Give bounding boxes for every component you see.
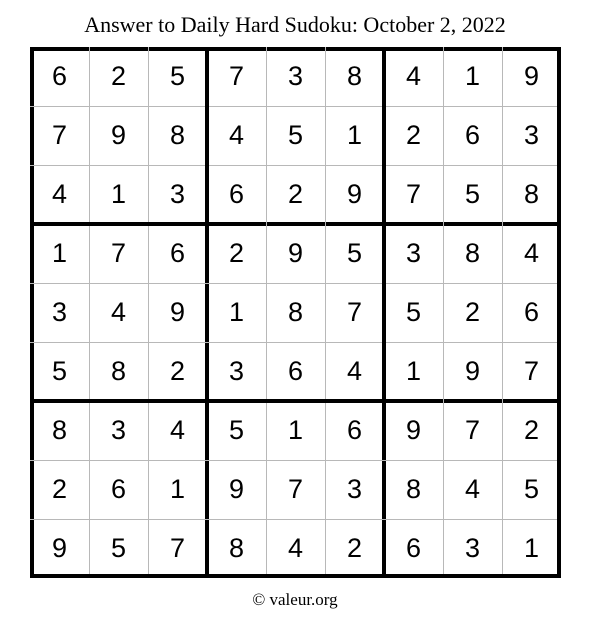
cell-divider-vertical [266, 47, 267, 578]
box-border-horizontal [30, 399, 561, 403]
sudoku-cell-r8c6: 3 [346, 474, 363, 504]
sudoku-cell-r6c4: 3 [228, 356, 245, 386]
sudoku-cell-r7c8: 7 [464, 415, 481, 445]
sudoku-cell-r3c1: 4 [51, 179, 68, 209]
sudoku-cell-r1c8: 1 [464, 61, 481, 91]
sudoku-cell-r4c6: 5 [346, 238, 363, 268]
sudoku-cell-r7c4: 5 [228, 415, 245, 445]
sudoku-cell-r9c3: 7 [169, 533, 186, 563]
sudoku-cell-r1c2: 2 [110, 61, 127, 91]
sudoku-cell-r8c3: 1 [169, 474, 186, 504]
sudoku-cell-r5c2: 4 [110, 297, 127, 327]
box-border-vertical [205, 47, 209, 578]
sudoku-cell-r9c4: 8 [228, 533, 245, 563]
sudoku-cell-r5c6: 7 [346, 297, 363, 327]
box-border-vertical [30, 47, 34, 578]
sudoku-cell-r3c8: 5 [464, 179, 481, 209]
sudoku-cell-r1c4: 7 [228, 61, 245, 91]
sudoku-cell-r8c7: 8 [405, 474, 422, 504]
box-border-vertical [382, 47, 386, 578]
sudoku-cell-r2c1: 7 [51, 120, 68, 150]
cell-divider-horizontal [30, 165, 561, 166]
sudoku-cell-r4c1: 1 [51, 238, 68, 268]
cell-divider-vertical [325, 47, 326, 578]
page-title: Answer to Daily Hard Sudoku: October 2, 2022 [84, 12, 506, 37]
sudoku-cell-r5c9: 6 [523, 297, 540, 327]
cell-divider-vertical [502, 47, 503, 578]
sudoku-cell-r2c8: 6 [464, 120, 481, 150]
sudoku-cell-r5c5: 8 [287, 297, 304, 327]
sudoku-cell-r4c8: 8 [464, 238, 481, 268]
sudoku-board [30, 47, 561, 578]
sudoku-cell-r3c4: 6 [228, 179, 245, 209]
sudoku-cell-r3c9: 8 [523, 179, 540, 209]
sudoku-cell-r9c5: 4 [287, 533, 304, 563]
sudoku-cell-r9c8: 3 [464, 533, 481, 563]
cell-divider-vertical [443, 47, 444, 578]
sudoku-cell-r1c7: 4 [405, 61, 422, 91]
sudoku-cell-r3c5: 2 [287, 179, 304, 209]
box-border-horizontal [30, 47, 561, 51]
box-border-horizontal [30, 222, 561, 226]
sudoku-cell-r6c3: 2 [169, 356, 186, 386]
sudoku-cell-r2c4: 4 [228, 120, 245, 150]
box-border-vertical [557, 47, 561, 578]
sudoku-cell-r1c5: 3 [287, 61, 304, 91]
cell-divider-horizontal [30, 106, 561, 107]
sudoku-cell-r9c1: 9 [51, 533, 68, 563]
sudoku-cell-r2c7: 2 [405, 120, 422, 150]
sudoku-cell-r2c3: 8 [169, 120, 186, 150]
cell-divider-vertical [89, 47, 90, 578]
cell-divider-horizontal [30, 519, 561, 520]
box-border-horizontal [30, 574, 561, 578]
sudoku-cell-r4c2: 7 [110, 238, 127, 268]
sudoku-cell-r8c1: 2 [51, 474, 68, 504]
sudoku-cell-r6c6: 4 [346, 356, 363, 386]
sudoku-cell-r1c3: 5 [169, 61, 186, 91]
sudoku-cell-r7c2: 3 [110, 415, 127, 445]
sudoku-cell-r7c5: 1 [287, 415, 304, 445]
sudoku-cell-r8c9: 5 [523, 474, 540, 504]
cell-divider-horizontal [30, 460, 561, 461]
sudoku-cell-r6c7: 1 [405, 356, 422, 386]
sudoku-cell-r3c2: 1 [110, 179, 127, 209]
cell-divider-horizontal [30, 283, 561, 284]
sudoku-cell-r4c4: 2 [228, 238, 245, 268]
sudoku-cell-r5c1: 3 [51, 297, 68, 327]
sudoku-cell-r5c3: 9 [169, 297, 186, 327]
sudoku-cell-r9c7: 6 [405, 533, 422, 563]
sudoku-cell-r4c9: 4 [523, 238, 540, 268]
sudoku-cell-r2c9: 3 [523, 120, 540, 150]
sudoku-cell-r4c3: 6 [169, 238, 186, 268]
sudoku-cell-r8c4: 9 [228, 474, 245, 504]
sudoku-cell-r6c2: 8 [110, 356, 127, 386]
sudoku-cell-r8c5: 7 [287, 474, 304, 504]
sudoku-cell-r2c5: 5 [287, 120, 304, 150]
sudoku-cell-r9c6: 2 [346, 533, 363, 563]
cell-divider-vertical [148, 47, 149, 578]
sudoku-cell-r2c2: 9 [110, 120, 127, 150]
copyright-footer: © valeur.org [252, 590, 338, 609]
sudoku-cell-r4c5: 9 [287, 238, 304, 268]
sudoku-cell-r6c8: 9 [464, 356, 481, 386]
sudoku-cell-r7c7: 9 [405, 415, 422, 445]
sudoku-cell-r9c2: 5 [110, 533, 127, 563]
sudoku-cell-r7c1: 8 [51, 415, 68, 445]
sudoku-cell-r5c8: 2 [464, 297, 481, 327]
sudoku-cell-r4c7: 3 [405, 238, 422, 268]
sudoku-cell-r1c1: 6 [51, 61, 68, 91]
sudoku-cell-r1c6: 8 [346, 61, 363, 91]
sudoku-cell-r3c7: 7 [405, 179, 422, 209]
sudoku-cell-r1c9: 9 [523, 61, 540, 91]
sudoku-cell-r9c9: 1 [523, 533, 540, 563]
sudoku-cell-r8c2: 6 [110, 474, 127, 504]
sudoku-cell-r7c6: 6 [346, 415, 363, 445]
sudoku-cell-r6c1: 5 [51, 356, 68, 386]
cell-divider-horizontal [30, 342, 561, 343]
sudoku-cell-r6c9: 7 [523, 356, 540, 386]
sudoku-cell-r7c3: 4 [169, 415, 186, 445]
sudoku-cell-r5c7: 5 [405, 297, 422, 327]
sudoku-cell-r8c8: 4 [464, 474, 481, 504]
sudoku-cell-r3c6: 9 [346, 179, 363, 209]
sudoku-cell-r7c9: 2 [523, 415, 540, 445]
sudoku-cell-r3c3: 3 [169, 179, 186, 209]
sudoku-cell-r6c5: 6 [287, 356, 304, 386]
sudoku-cell-r5c4: 1 [228, 297, 245, 327]
sudoku-cell-r2c6: 1 [346, 120, 363, 150]
